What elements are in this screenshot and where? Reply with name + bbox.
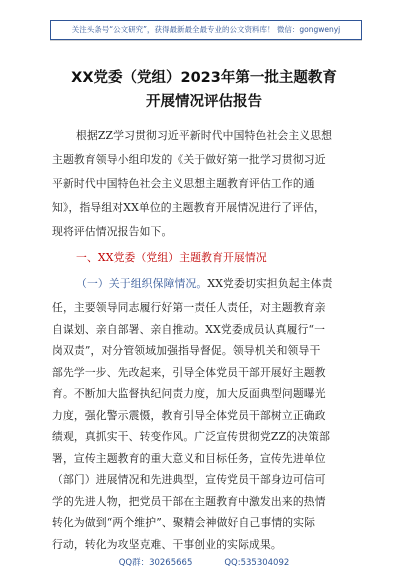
body-line-7: 绩观，真抓实干、转变作风。广泛宣传贯彻党ZZ的决策部 [52,430,331,443]
document-title-line-1: XX党委（党组）2023年第一批主题教育 [71,70,337,86]
footer-qq-group: QQ群：30265665 [118,558,193,568]
subsection-first-line [76,276,333,291]
body-line-1: 任，主要领导同志履行好第一责任人责任，对主题教育亲 [52,301,326,314]
body-line-10: 学的先进人物，把党员干部在主题教育中激发出来的热情 [52,494,326,508]
subsection-line-rest: XX党委切实担负起主体责 [207,277,333,290]
body-line-6: 力度，强化警示震慑，教育引导全体党员干部树立正确政 [52,408,326,422]
body-line-5: 育。不断加大监督执纪问责力度，加大反面典型问题曝光 [52,387,326,400]
body-line-4: 部先学一步、先改起来，引导全体党员干部开展好主题教 [52,365,326,379]
intro-line-4: 知》，指导组对XX单位的主题教育开展情况进行了评估， [52,201,325,214]
body-line-8: 署，宣传主题教育的重大意义和目标任务，宣传先进单位 [52,451,326,465]
intro-line-2: 主题教育领导小组印发的《关于做好第一批学习贯彻习近 [52,153,326,166]
body-line-3: 岗双责”，对分管领域加强指导督促。领导机关和领导干 [52,344,321,357]
page-footer [0,556,408,568]
promo-banner-text: 关注头条号“公文研究”，获得最新最全最专业的公文资料库！ 微信：gongwenyj [71,25,341,34]
body-line-2: 自谋划、亲自部署、亲自推动。XX党委成员认真履行“一 [52,322,326,336]
subsection-heading: （一）关于组织保障情况。 [76,277,208,290]
body-line-12: 行动，转化为攻坚克难、干事创业的实际成果。 [52,537,282,551]
intro-line-3: 平新时代中国特色社会主义思想主题教育评估工作的通 [52,177,315,190]
intro-line-5: 现将评估情况报告如下。 [52,225,173,238]
section-heading: 一、XX党委（党组）主题教育开展情况 [76,251,267,264]
header-divider [50,40,362,41]
body-line-11: 转化为做到“两个维护”、聚精会神做好自己事情的实际 [52,516,316,529]
body-line-9: （部门）进展情况和先进典型，宣传党员干部身边可信可 [52,473,326,486]
footer-qq-number: QQ:535304092 [224,558,290,568]
intro-line-1: 根据ZZ学习贯彻习近平新时代中国特色社会主义思想 [76,129,333,142]
promo-banner [50,20,362,40]
document-title-line-2: 开展情况评估报告 [146,94,262,110]
